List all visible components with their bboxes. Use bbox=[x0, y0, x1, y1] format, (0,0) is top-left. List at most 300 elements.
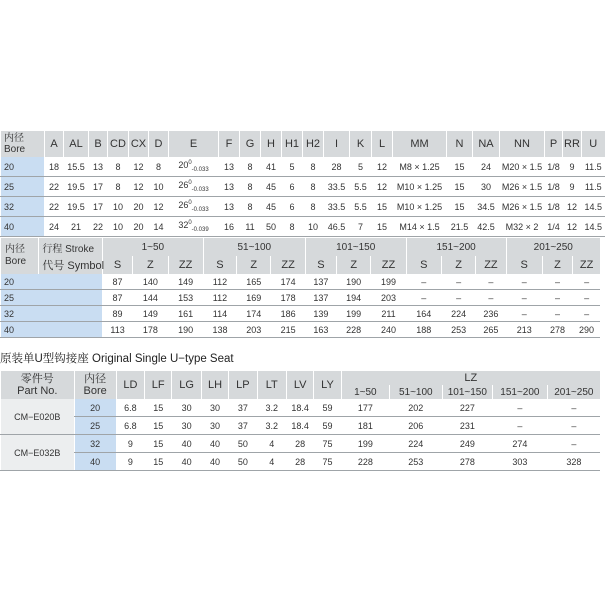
u-seat-table bbox=[0, 371, 600, 471]
table-cell: – bbox=[506, 274, 542, 290]
table-cell: 169 bbox=[237, 290, 271, 306]
symbol-header: ZZ bbox=[476, 256, 506, 274]
table-cell: 5 bbox=[282, 157, 303, 177]
table-cell: 59 bbox=[314, 399, 341, 417]
table-cell: 112 bbox=[203, 290, 236, 306]
table-cell: 14.5 bbox=[582, 217, 605, 237]
table-cell: 178 bbox=[133, 322, 168, 338]
table-cell: 199 bbox=[337, 306, 371, 322]
table-cell: 8 bbox=[149, 157, 169, 177]
table-cell: 165 bbox=[237, 274, 271, 290]
bore-label-en: Bore bbox=[4, 144, 26, 155]
symbol-header: Z bbox=[337, 256, 371, 274]
table-cell: 290 bbox=[573, 322, 600, 338]
table-cell: 112 bbox=[203, 274, 236, 290]
lz-range-header: 1~50 bbox=[341, 385, 389, 399]
table-cell: 28 bbox=[324, 157, 350, 177]
tolerance-lower: -0.033 bbox=[191, 186, 209, 193]
stroke-length-table bbox=[0, 238, 600, 338]
bore-cell: 32 bbox=[74, 435, 116, 453]
dimension-table bbox=[0, 131, 605, 237]
table-cell: 8 bbox=[240, 197, 261, 217]
table-cell: 89 bbox=[102, 306, 132, 322]
table-cell: 4 bbox=[257, 435, 286, 453]
table-cell: – bbox=[542, 306, 572, 322]
table-cell: 24 bbox=[473, 157, 500, 177]
table-cell: 113 bbox=[102, 322, 132, 338]
table-cell: – bbox=[573, 306, 600, 322]
bore-label-en: Bore bbox=[83, 385, 107, 397]
e-value: 26 bbox=[178, 180, 189, 191]
table-cell: 114 bbox=[203, 306, 236, 322]
table-cell: – bbox=[476, 274, 506, 290]
table-cell: 215 bbox=[271, 322, 305, 338]
table-cell: 228 bbox=[337, 322, 371, 338]
table-cell: 3.2 bbox=[257, 417, 286, 435]
table-cell: 190 bbox=[168, 322, 203, 338]
lz-cell: 303 bbox=[493, 453, 548, 471]
table-cell bbox=[169, 217, 219, 237]
table-cell: 30 bbox=[473, 177, 500, 197]
table-cell: 149 bbox=[168, 274, 203, 290]
table-cell: 21.5 bbox=[447, 217, 473, 237]
table-cell: 28 bbox=[286, 435, 313, 453]
col-header: E bbox=[169, 131, 219, 157]
table-row bbox=[1, 306, 601, 322]
lz-cell: 177 bbox=[341, 399, 389, 417]
table-cell: 21 bbox=[64, 217, 89, 237]
table-cell: 8 bbox=[240, 157, 261, 177]
table-cell: 15 bbox=[372, 197, 393, 217]
table-cell: 137 bbox=[305, 290, 336, 306]
table-cell: – bbox=[506, 306, 542, 322]
symbol-label: 代号 Symbol bbox=[39, 256, 103, 274]
table-cell: 28 bbox=[286, 453, 313, 471]
table-cell: 144 bbox=[133, 290, 168, 306]
table-cell: 75 bbox=[314, 453, 341, 471]
col-header: LG bbox=[172, 371, 201, 399]
table-cell: 203 bbox=[371, 290, 406, 306]
col-header: B bbox=[89, 131, 108, 157]
table-cell: 33.5 bbox=[324, 197, 350, 217]
table-cell: 12 bbox=[563, 197, 582, 217]
table-cell: 236 bbox=[476, 306, 506, 322]
table-cell: 253 bbox=[441, 322, 475, 338]
table-cell: 18.4 bbox=[286, 417, 313, 435]
table-cell: 41 bbox=[261, 157, 282, 177]
col-header: LY bbox=[314, 371, 341, 399]
lz-header: LZ bbox=[341, 371, 600, 385]
table-cell: 161 bbox=[168, 306, 203, 322]
bore-cell: 25 bbox=[74, 417, 116, 435]
table-cell: 6 bbox=[282, 197, 303, 217]
table-cell: 87 bbox=[102, 290, 132, 306]
table-cell: – bbox=[441, 290, 475, 306]
bore-header bbox=[74, 371, 116, 399]
bore-cell: 40 bbox=[74, 453, 116, 471]
table-cell: 50 bbox=[261, 217, 282, 237]
stroke-range-header: 1~50 bbox=[102, 238, 203, 256]
table-cell: 37 bbox=[229, 399, 257, 417]
table-cell: 8 bbox=[303, 177, 324, 197]
table-cell: 15 bbox=[447, 177, 473, 197]
symbol-header: S bbox=[203, 256, 236, 274]
table-cell: 34.5 bbox=[473, 197, 500, 217]
table-cell: M14 × 1.5 bbox=[393, 217, 447, 237]
col-header: LV bbox=[286, 371, 313, 399]
col-header: LT bbox=[257, 371, 286, 399]
table-cell: 75 bbox=[314, 435, 341, 453]
table-row bbox=[1, 290, 601, 306]
stroke-label: 行程 Stroke bbox=[39, 238, 103, 256]
lz-cell: 231 bbox=[442, 417, 492, 435]
table-cell: 8 bbox=[108, 177, 129, 197]
table-cell: M20 × 1.5 bbox=[500, 157, 545, 177]
table-cell: 19.5 bbox=[64, 197, 89, 217]
table-cell: 190 bbox=[337, 274, 371, 290]
tolerance-lower: -0.033 bbox=[191, 166, 209, 173]
table-cell: 8 bbox=[303, 157, 324, 177]
table-cell: 17 bbox=[89, 197, 108, 217]
table-cell: 4 bbox=[257, 453, 286, 471]
table-cell: 17 bbox=[89, 177, 108, 197]
table-cell: 24 bbox=[45, 217, 64, 237]
table-cell: 7 bbox=[350, 217, 372, 237]
symbol-header: Z bbox=[441, 256, 475, 274]
tolerance-upper: 0 bbox=[188, 180, 192, 187]
table-cell: – bbox=[573, 290, 600, 306]
bore-cell: 25 bbox=[1, 290, 103, 306]
tolerance-lower: -0.039 bbox=[191, 226, 209, 233]
table-cell: 87 bbox=[102, 274, 132, 290]
table-row bbox=[1, 177, 605, 197]
col-header: F bbox=[219, 131, 240, 157]
bore-cell: 40 bbox=[1, 217, 45, 237]
bore-cell: 20 bbox=[1, 274, 103, 290]
table-cell: 194 bbox=[337, 290, 371, 306]
symbol-header: S bbox=[406, 256, 441, 274]
table-cell: 22 bbox=[45, 197, 64, 217]
table-cell: 1/8 bbox=[545, 197, 563, 217]
table-cell: 10 bbox=[303, 217, 324, 237]
table-cell: 14.5 bbox=[582, 197, 605, 217]
tolerance-lower: -0.033 bbox=[191, 206, 209, 213]
symbol-header: ZZ bbox=[371, 256, 406, 274]
lz-cell: 181 bbox=[341, 417, 389, 435]
table-cell: 15 bbox=[447, 197, 473, 217]
table-cell: 9 bbox=[563, 157, 582, 177]
col-header: CD bbox=[108, 131, 129, 157]
lz-range-header: 51~100 bbox=[390, 385, 443, 399]
col-header: LF bbox=[145, 371, 172, 399]
table-cell: 199 bbox=[371, 274, 406, 290]
table-cell: 11.5 bbox=[582, 177, 605, 197]
table-cell: – bbox=[476, 290, 506, 306]
table-cell bbox=[169, 157, 219, 177]
table-cell: 5.5 bbox=[350, 177, 372, 197]
table-cell: 174 bbox=[271, 274, 305, 290]
part-no-cell: CM−E020B bbox=[1, 399, 75, 435]
table-cell: M10 × 1.25 bbox=[393, 177, 447, 197]
table-cell: M8 × 1.25 bbox=[393, 157, 447, 177]
lz-cell: 202 bbox=[390, 399, 443, 417]
col-header: CX bbox=[129, 131, 149, 157]
table-row bbox=[1, 399, 601, 417]
lz-cell: 253 bbox=[390, 453, 443, 471]
table-cell: 15 bbox=[145, 399, 172, 417]
table-cell: 13 bbox=[219, 157, 240, 177]
col-header: LH bbox=[201, 371, 228, 399]
table-cell: 12 bbox=[129, 177, 149, 197]
table-cell: 15 bbox=[447, 157, 473, 177]
col-header: N bbox=[447, 131, 473, 157]
table-cell: 8 bbox=[108, 157, 129, 177]
table-cell: 22 bbox=[89, 217, 108, 237]
table-row bbox=[1, 453, 601, 471]
col-header: A bbox=[45, 131, 64, 157]
table-cell: 30 bbox=[201, 417, 228, 435]
symbol-header: ZZ bbox=[168, 256, 203, 274]
symbol-header: ZZ bbox=[573, 256, 600, 274]
table-cell: 11 bbox=[240, 217, 261, 237]
table-cell: 153 bbox=[168, 290, 203, 306]
table-cell: 1/8 bbox=[545, 157, 563, 177]
lz-cell: 199 bbox=[341, 435, 389, 453]
table-cell: – bbox=[573, 274, 600, 290]
col-header: H bbox=[261, 131, 282, 157]
table-cell: 188 bbox=[406, 322, 441, 338]
table-cell: 14 bbox=[149, 217, 169, 237]
col-header: MM bbox=[393, 131, 447, 157]
col-header: D bbox=[149, 131, 169, 157]
table-cell: 40 bbox=[172, 435, 201, 453]
table-row bbox=[1, 435, 601, 453]
table-cell: 50 bbox=[229, 453, 257, 471]
lz-cell: – bbox=[547, 399, 600, 417]
table-cell: 163 bbox=[305, 322, 336, 338]
table-cell: 12 bbox=[372, 157, 393, 177]
table-row bbox=[1, 197, 605, 217]
lz-cell: – bbox=[547, 435, 600, 453]
table-row bbox=[1, 274, 601, 290]
table-cell: 12 bbox=[563, 217, 582, 237]
table-cell: 8 bbox=[282, 217, 303, 237]
table-cell bbox=[169, 197, 219, 217]
lz-cell: 228 bbox=[341, 453, 389, 471]
table-cell: 178 bbox=[271, 290, 305, 306]
table-cell: 6.8 bbox=[116, 399, 144, 417]
col-header: I bbox=[324, 131, 350, 157]
table-cell: 15.5 bbox=[64, 157, 89, 177]
table-cell: 22 bbox=[45, 177, 64, 197]
table-cell: 13 bbox=[89, 157, 108, 177]
table-cell: 15 bbox=[372, 217, 393, 237]
table-cell: 1/8 bbox=[545, 177, 563, 197]
lz-cell: – bbox=[547, 417, 600, 435]
table-cell: 164 bbox=[406, 306, 441, 322]
part-no-cell: CM−E032B bbox=[1, 435, 75, 471]
table-cell: 240 bbox=[371, 322, 406, 338]
lz-range-header: 151~200 bbox=[493, 385, 548, 399]
table-cell: 30 bbox=[172, 417, 201, 435]
tolerance-upper: 0 bbox=[188, 160, 192, 167]
table-cell: 40 bbox=[201, 453, 228, 471]
table-cell: – bbox=[406, 290, 441, 306]
col-header: NA bbox=[473, 131, 500, 157]
table-cell: 13 bbox=[219, 177, 240, 197]
table-cell: 12 bbox=[129, 157, 149, 177]
col-header: K bbox=[350, 131, 372, 157]
table-cell: 9 bbox=[563, 177, 582, 197]
stroke-range-header: 51~100 bbox=[203, 238, 305, 256]
table-cell: 59 bbox=[314, 417, 341, 435]
table-cell: – bbox=[441, 274, 475, 290]
table-cell: 12 bbox=[149, 197, 169, 217]
table-cell bbox=[169, 177, 219, 197]
table-cell: 140 bbox=[133, 274, 168, 290]
table-cell: 45 bbox=[261, 197, 282, 217]
bore-header bbox=[1, 131, 45, 157]
bore-cell: 32 bbox=[1, 306, 103, 322]
table-cell: – bbox=[542, 274, 572, 290]
symbol-header: S bbox=[305, 256, 336, 274]
table-cell: 278 bbox=[542, 322, 572, 338]
col-header: H2 bbox=[303, 131, 324, 157]
bore-cell: 20 bbox=[74, 399, 116, 417]
table-cell: 211 bbox=[371, 306, 406, 322]
lz-cell: 227 bbox=[442, 399, 492, 417]
table-cell: 265 bbox=[476, 322, 506, 338]
bore-cell: 25 bbox=[1, 177, 45, 197]
table-cell: 37 bbox=[229, 417, 257, 435]
lz-cell: – bbox=[493, 399, 548, 417]
table-cell: 5 bbox=[350, 157, 372, 177]
table-row bbox=[1, 217, 605, 237]
table-cell: 6 bbox=[282, 177, 303, 197]
bore-label-cn: 内径 bbox=[4, 133, 24, 144]
table-cell: 9 bbox=[116, 453, 144, 471]
table-row bbox=[1, 322, 601, 338]
table-cell: 149 bbox=[133, 306, 168, 322]
table-cell: 50 bbox=[229, 435, 257, 453]
e-value: 20 bbox=[178, 160, 189, 171]
table-cell: 30 bbox=[201, 399, 228, 417]
table-cell: 5.5 bbox=[350, 197, 372, 217]
table-cell: – bbox=[406, 274, 441, 290]
col-header: AL bbox=[64, 131, 89, 157]
table-cell: 224 bbox=[441, 306, 475, 322]
table-cell: 15 bbox=[145, 417, 172, 435]
table-cell: 10 bbox=[149, 177, 169, 197]
table-cell: 10 bbox=[108, 197, 129, 217]
symbol-header: S bbox=[102, 256, 132, 274]
symbol-header: Z bbox=[133, 256, 168, 274]
table-cell: 1/4 bbox=[545, 217, 563, 237]
table-cell: 40 bbox=[201, 435, 228, 453]
col-header: P bbox=[545, 131, 563, 157]
stroke-range-header: 201~250 bbox=[506, 238, 600, 256]
symbol-header: ZZ bbox=[271, 256, 305, 274]
symbol-header: S bbox=[506, 256, 542, 274]
lz-cell: 328 bbox=[547, 453, 600, 471]
e-value: 32 bbox=[178, 220, 189, 231]
table-cell: 137 bbox=[305, 274, 336, 290]
table-cell: 9 bbox=[116, 435, 144, 453]
col-header: LD bbox=[116, 371, 144, 399]
table-row bbox=[1, 157, 605, 177]
bore-label-cn: 内径 bbox=[84, 373, 107, 385]
lz-cell: 274 bbox=[493, 435, 548, 453]
table-cell: M32 × 2 bbox=[500, 217, 545, 237]
table-cell: M26 × 1.5 bbox=[500, 197, 545, 217]
symbol-header: Z bbox=[237, 256, 271, 274]
col-header: RR bbox=[563, 131, 582, 157]
table-cell: 46.5 bbox=[324, 217, 350, 237]
lz-cell: 249 bbox=[442, 435, 492, 453]
table-cell: 19.5 bbox=[64, 177, 89, 197]
table-cell: 18 bbox=[45, 157, 64, 177]
table-cell: 45 bbox=[261, 177, 282, 197]
table-cell: 16 bbox=[219, 217, 240, 237]
table-cell: 186 bbox=[271, 306, 305, 322]
table-row bbox=[1, 417, 601, 435]
lz-cell: – bbox=[493, 417, 548, 435]
col-header: G bbox=[240, 131, 261, 157]
table-cell: 18.4 bbox=[286, 399, 313, 417]
part-label-cn: 零件号 bbox=[20, 373, 54, 385]
col-header: NN bbox=[500, 131, 545, 157]
tolerance-upper: 0 bbox=[188, 220, 192, 227]
table-cell: 40 bbox=[172, 453, 201, 471]
table-cell: 139 bbox=[305, 306, 336, 322]
bore-header bbox=[1, 238, 39, 274]
tolerance-upper: 0 bbox=[188, 200, 192, 207]
col-header: L bbox=[372, 131, 393, 157]
stroke-range-header: 101~150 bbox=[305, 238, 406, 256]
table-cell: 13 bbox=[219, 197, 240, 217]
col-header: U bbox=[582, 131, 605, 157]
bore-cell: 32 bbox=[1, 197, 45, 217]
bore-cell: 20 bbox=[1, 157, 45, 177]
table-cell: 10 bbox=[108, 217, 129, 237]
table-cell: M26 × 1.5 bbox=[500, 177, 545, 197]
table-cell: 20 bbox=[129, 197, 149, 217]
lz-range-header: 101~150 bbox=[442, 385, 492, 399]
table-cell: 12 bbox=[372, 177, 393, 197]
col-header: H1 bbox=[282, 131, 303, 157]
stroke-range-header: 151~200 bbox=[406, 238, 506, 256]
table-cell: 30 bbox=[172, 399, 201, 417]
table-cell: 42.5 bbox=[473, 217, 500, 237]
table-cell: 15 bbox=[145, 453, 172, 471]
lz-range-header: 201~250 bbox=[547, 385, 600, 399]
section-title: 原装单U型钩接座 Original Single U−type Seat bbox=[0, 353, 234, 365]
e-value: 26 bbox=[178, 200, 189, 211]
lz-cell: 224 bbox=[390, 435, 443, 453]
table-cell: 6.8 bbox=[116, 417, 144, 435]
table-cell: 203 bbox=[237, 322, 271, 338]
bore-label-cn: 内径 bbox=[5, 244, 25, 255]
table-cell: 11.5 bbox=[582, 157, 605, 177]
lz-cell: 278 bbox=[442, 453, 492, 471]
table-cell: 174 bbox=[237, 306, 271, 322]
table-cell: 3.2 bbox=[257, 399, 286, 417]
table-cell: M10 × 1.25 bbox=[393, 197, 447, 217]
table-cell: 15 bbox=[145, 435, 172, 453]
table-cell: 20 bbox=[129, 217, 149, 237]
bore-cell: 40 bbox=[1, 322, 103, 338]
table-cell: 8 bbox=[303, 197, 324, 217]
